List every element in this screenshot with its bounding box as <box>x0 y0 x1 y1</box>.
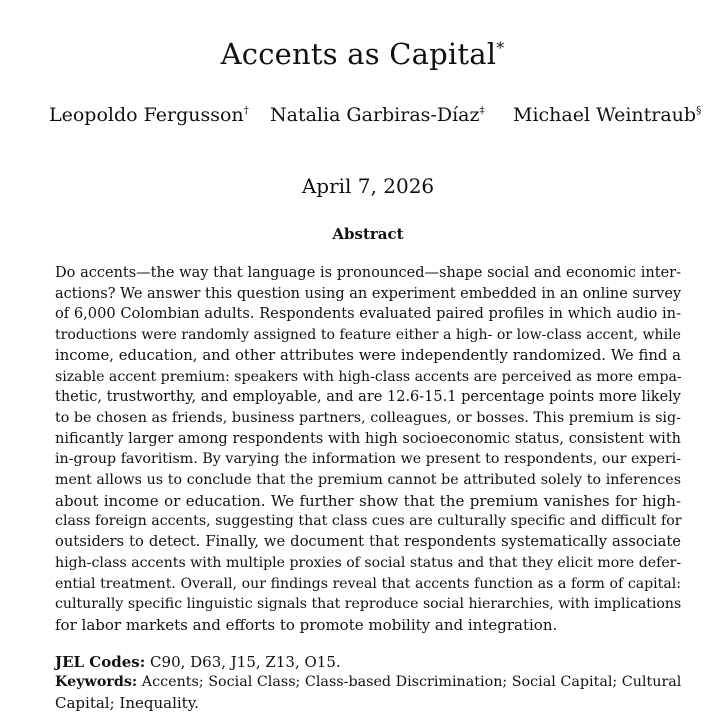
author-1 <box>49 101 249 129</box>
author-name: Leopoldo Fergusson <box>49 104 244 126</box>
abstract-line: Do accents—the way that language is pronounced—shape social and economic inter- <box>55 265 681 281</box>
keywords-line <box>55 672 681 693</box>
jel-values: C90, D63, J15, Z13, O15. <box>150 653 341 671</box>
abstract-line: sizable accent premium: speakers with high-class accents are perceived as more empa- <box>55 368 682 385</box>
abstract-line: high-class accents with multiple proxies of social status and that they elicit more defer- <box>55 554 682 571</box>
paper-date: April 7, 2026 <box>301 174 435 198</box>
abstract-line: nificantly larger among respondents with high socioeconomic status, consistent with <box>55 430 681 447</box>
abstract-line: outsiders to detect. Finally, we document that respondents systematically associate <box>55 533 681 551</box>
abstract-line: income, education, and other attributes were independently randomized. We find a <box>55 346 681 364</box>
keywords <box>55 672 681 713</box>
abstract-heading: Abstract <box>332 225 404 243</box>
author-3 <box>513 101 701 129</box>
abstract-line: to be chosen as friends, business partners, colleagues, or bosses. This premium is sig- <box>55 409 681 426</box>
author-footnote-mark: † <box>243 104 249 117</box>
abstract-line: about income or education. We further show that the premium vanishes for high- <box>55 491 681 510</box>
author-name: Michael Weintraub <box>513 104 697 126</box>
keywords-line: Capital; Inequality. <box>55 693 199 712</box>
abstract-line: ment allows us to conclude that the premium cannot be attributed solely to inferences <box>55 472 681 489</box>
paper-title-text: Accents as Capital <box>220 37 497 71</box>
abstract-body <box>55 263 681 636</box>
author-footnote-mark: ‡ <box>479 104 485 117</box>
abstract-line: for labor markets and efforts to promote mobility and integration. <box>55 615 558 634</box>
abstract-line: actions? We answer this question using an experiment embedded in an online survey <box>55 285 682 302</box>
jel-codes <box>55 652 681 673</box>
author-footnote-mark: § <box>696 104 702 117</box>
abstract-line: thetic, trustworthy, and employable, and are 12.6-15.1 percentage points more likely <box>55 389 681 406</box>
abstract-line: troductions were randomly assigned to feature either a high- or low-class accent, while <box>55 327 681 344</box>
paper-title <box>0 34 725 74</box>
jel-label: JEL Codes: <box>55 653 146 671</box>
title-footnote-mark: * <box>496 38 505 58</box>
abstract-line: of 6,000 Colombian adults. Respondents evaluated paired profiles in which audio in- <box>55 305 681 323</box>
author-2 <box>270 101 485 129</box>
abstract-line: in-group favoritism. By varying the information we present to respondents, our experi- <box>55 451 681 468</box>
keywords-label: Keywords: <box>55 674 138 690</box>
abstract-line: culturally specific linguistic signals that reproduce social hierarchies, with implications <box>55 596 682 613</box>
abstract-line: ential treatment. Overall, our findings reveal that accents function as a form of capital: <box>55 575 681 592</box>
keywords-values: Accents; Social Class; Class-based Discrimination; Social Capital; Cultural <box>141 674 682 690</box>
abstract-line: class foreign accents, suggesting that class cues are culturally specific and difficult for <box>55 513 682 530</box>
author-name: Natalia Garbiras-Díaz <box>270 104 480 126</box>
